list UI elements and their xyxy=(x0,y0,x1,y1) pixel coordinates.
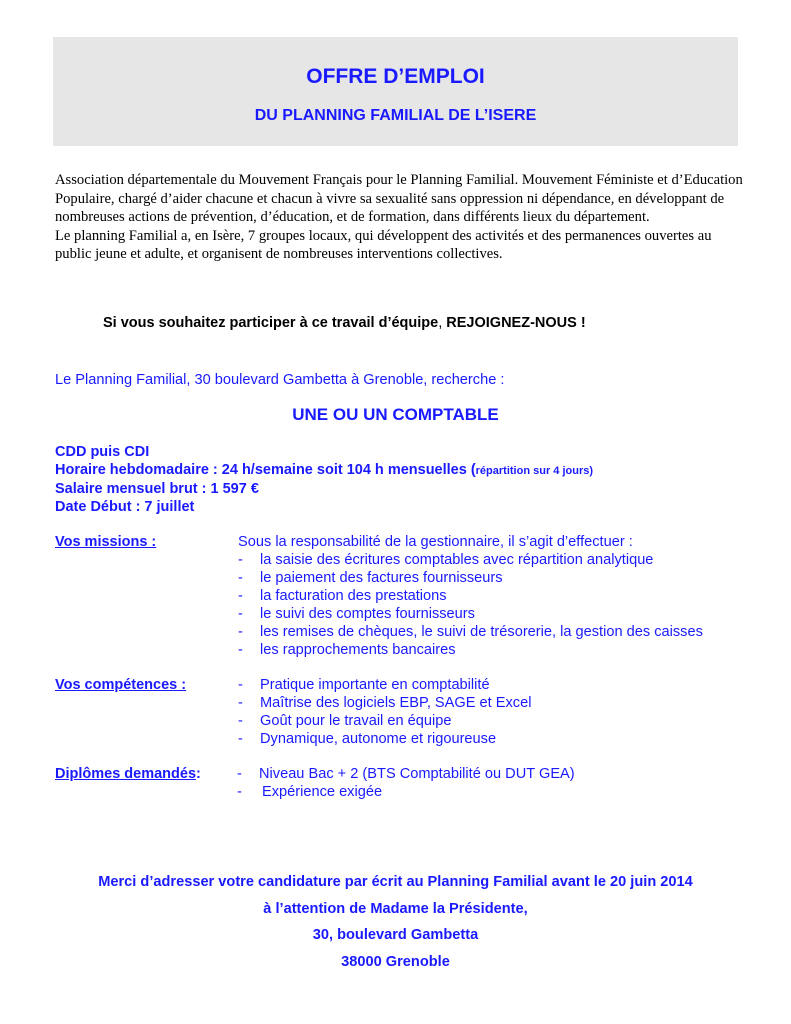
diplomes-label-colon: : xyxy=(196,766,201,782)
bullet-dash: - xyxy=(238,677,243,693)
bullet-dash: - xyxy=(238,713,243,729)
footer-line-2: à l’attention de Madame la Présidente, xyxy=(263,901,528,917)
footer-line-4: 38000 Grenoble xyxy=(341,954,450,970)
diplomes-label xyxy=(55,766,201,782)
weekly-hours-note: répartition sur 4 jours) xyxy=(475,465,594,477)
list-item-text: Dynamique, autonome et rigoureuse xyxy=(260,731,497,747)
search-announcement: Le Planning Familial, 30 boulevard Gambetta à Grenoble, recherche : xyxy=(55,372,505,388)
cta-emphasis: REJOIGNEZ-NOUS ! xyxy=(442,315,586,331)
bullet-dash: - xyxy=(238,606,243,622)
header-banner xyxy=(53,37,738,146)
bullet-dash: - xyxy=(238,642,243,658)
bullet-dash: - xyxy=(238,624,243,640)
list-item-text: Niveau Bac + 2 (BTS Comptabilité ou DUT GEA) xyxy=(259,766,575,782)
start-date: Date Début : 7 juillet xyxy=(55,499,195,515)
footer-line-3: 30, boulevard Gambetta xyxy=(312,927,479,943)
list-item-text: les remises de chèques, le suivi de trésorerie, la gestion des caisses xyxy=(260,624,703,640)
bullet-dash: - xyxy=(238,588,243,604)
bullet-dash: - xyxy=(237,784,242,800)
cta-text: Si vous souhaitez participer à ce travail d’équipe xyxy=(103,315,439,331)
salary: Salaire mensuel brut : 1 597 € xyxy=(55,481,259,497)
bullet-dash: - xyxy=(237,766,242,782)
list-item-text: le suivi des comptes fournisseurs xyxy=(260,606,475,622)
competences-label: Vos compétences : xyxy=(55,677,187,693)
weekly-hours xyxy=(55,462,593,478)
list-item-text: le paiement des factures fournisseurs xyxy=(260,570,503,586)
list-item-text: Expérience exigée xyxy=(262,784,383,800)
cta-comma: , xyxy=(438,315,443,331)
call-to-action xyxy=(103,315,586,331)
page-subtitle: DU PLANNING FAMILIAL DE L’ISERE xyxy=(254,107,537,124)
bullet-dash: - xyxy=(238,695,243,711)
list-item-text: Goût pour le travail en équipe xyxy=(260,713,452,729)
intro-paragraph-1: Association départementale du Mouvement Français pour le Planning Familial. Mouvement Féministe et d’Education Populaire, chargé d’aider chacune et chacun à vivre sa sexualité sans oppression ni dépendance, en développant de nombreuses actions de prévention, d’éducation, et de formation, dans différents lieux du département. xyxy=(55,172,743,225)
intro-paragraph-2: Le planning Familial a, en Isère, 7 groupes locaux, qui développent des activités et des permanences ouvertes au public jeune et adulte, et organisent de nombreuses interventions collectives. xyxy=(55,227,712,262)
contract-type: CDD puis CDI xyxy=(55,444,150,460)
diplomes-label-text: Diplômes demandés xyxy=(55,766,197,782)
list-item-text: Pratique importante en comptabilité xyxy=(260,677,490,693)
list-item-text: Maîtrise des logiciels EBP, SAGE et Excel xyxy=(260,695,532,711)
footer-line-1: Merci d’adresser votre candidature par écrit au Planning Familial avant le 20 juin 2014 xyxy=(98,874,693,890)
page-title: OFFRE D’EMPLOI xyxy=(306,65,485,88)
bullet-dash: - xyxy=(238,552,243,568)
weekly-hours-text: Horaire hebdomadaire : 24 h/semaine soit 104 h mensuelles ( xyxy=(55,462,476,478)
missions-label: Vos missions : xyxy=(55,534,157,550)
list-item-text: la facturation des prestations xyxy=(260,588,447,604)
list-item-text: la saisie des écritures comptables avec répartition analytique xyxy=(260,552,654,568)
bullet-dash: - xyxy=(238,570,243,586)
bullet-dash: - xyxy=(238,731,243,747)
missions-intro: Sous la responsabilité de la gestionnaire, il s’agit d’effectuer : xyxy=(238,534,633,550)
intro-text xyxy=(55,171,745,264)
list-item-text: les rapprochements bancaires xyxy=(260,642,456,658)
job-title: UNE OU UN COMPTABLE xyxy=(292,405,499,424)
